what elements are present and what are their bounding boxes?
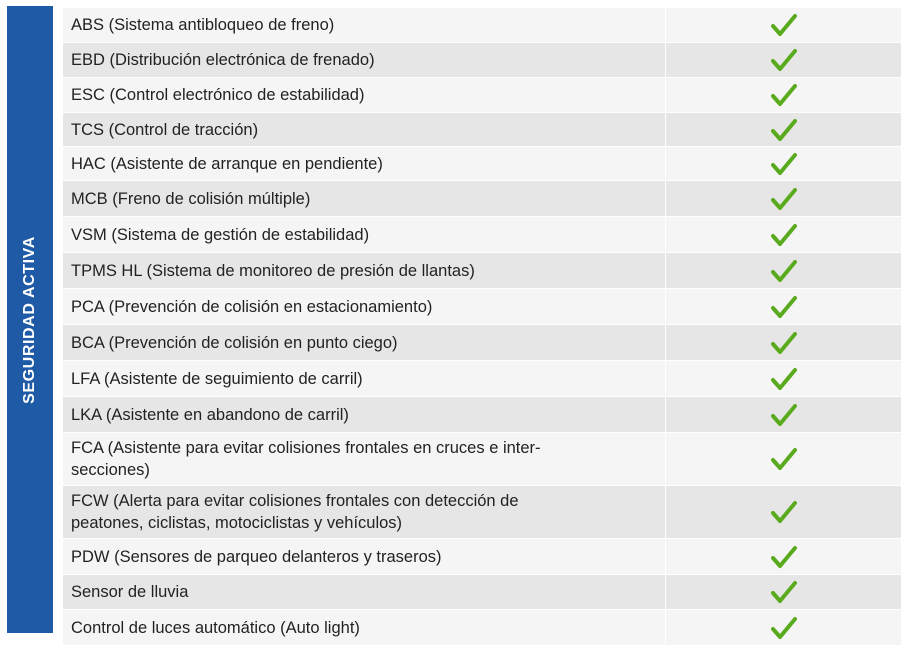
checkmark-icon bbox=[771, 83, 797, 107]
table-row bbox=[63, 610, 901, 646]
feature-label: PDW (Sensores de parqueo delanteros y traseros) bbox=[71, 547, 442, 566]
feature-label: TCS (Control de tracción) bbox=[71, 120, 259, 139]
feature-check-cell bbox=[665, 397, 901, 432]
table-row bbox=[63, 289, 901, 325]
feature-check-cell bbox=[665, 433, 901, 485]
checkmark-icon bbox=[771, 223, 797, 247]
checkmark-icon bbox=[771, 259, 797, 283]
checkmark-icon bbox=[771, 580, 797, 604]
features-table bbox=[63, 8, 901, 646]
feature-label: FCA (Asistente para evitar colisiones frontales en cruces e inter- secciones) bbox=[71, 439, 541, 479]
feature-label: LKA (Asistente en abandono de carril) bbox=[71, 405, 349, 424]
table-row bbox=[63, 113, 901, 147]
feature-check-cell bbox=[665, 486, 901, 538]
checkmark-icon bbox=[771, 500, 797, 524]
feature-check-cell bbox=[665, 78, 901, 112]
table-row bbox=[63, 433, 901, 486]
feature-check-cell bbox=[665, 325, 901, 360]
feature-check-cell bbox=[665, 147, 901, 180]
feature-check-cell bbox=[665, 361, 901, 396]
table-row bbox=[63, 325, 901, 361]
feature-check-cell bbox=[665, 217, 901, 252]
table-row bbox=[63, 397, 901, 433]
feature-label: PCA (Prevención de colisión en estacionamiento) bbox=[71, 297, 433, 316]
feature-check-cell bbox=[665, 610, 901, 645]
feature-label: VSM (Sistema de gestión de estabilidad) bbox=[71, 225, 370, 244]
feature-check-cell bbox=[665, 181, 901, 216]
checkmark-icon bbox=[771, 616, 797, 640]
checkmark-icon bbox=[771, 187, 797, 211]
checkmark-icon bbox=[771, 331, 797, 355]
feature-label: BCA (Prevención de colisión en punto ciego) bbox=[71, 333, 398, 352]
table-row bbox=[63, 147, 901, 181]
checkmark-icon bbox=[771, 403, 797, 427]
feature-label: FCW (Alerta para evitar colisiones frontales con detección de peatones, ciclistas, motociclistas y vehículos) bbox=[71, 492, 519, 532]
feature-label: EBD (Distribución electrónica de frenado) bbox=[71, 51, 375, 69]
feature-check-cell bbox=[665, 253, 901, 288]
table-row bbox=[63, 8, 901, 43]
feature-check-cell bbox=[665, 539, 901, 574]
table-row bbox=[63, 78, 901, 113]
feature-label: MCB (Freno de colisión múltiple) bbox=[71, 189, 311, 208]
checkmark-icon bbox=[771, 367, 797, 391]
checkmark-icon bbox=[771, 295, 797, 319]
feature-check-cell bbox=[665, 8, 901, 42]
checkmark-icon bbox=[771, 447, 797, 471]
table-row bbox=[63, 43, 901, 78]
feature-check-cell bbox=[665, 43, 901, 77]
checkmark-icon bbox=[771, 13, 797, 37]
feature-check-cell bbox=[665, 575, 901, 609]
table-row bbox=[63, 575, 901, 610]
table-row bbox=[63, 539, 901, 575]
table-row bbox=[63, 486, 901, 539]
checkmark-icon bbox=[771, 118, 797, 142]
feature-label: HAC (Asistente de arranque en pendiente) bbox=[71, 154, 383, 173]
feature-label: TPMS HL (Sistema de monitoreo de presión de llantas) bbox=[71, 261, 475, 280]
table-row bbox=[63, 361, 901, 397]
section-title: SEGURIDAD ACTIVA bbox=[21, 235, 38, 404]
feature-label: ESC (Control electrónico de estabilidad) bbox=[71, 86, 365, 104]
feature-label: Control de luces automático (Auto light) bbox=[71, 618, 360, 637]
table-row bbox=[63, 181, 901, 217]
checkmark-icon bbox=[771, 48, 797, 72]
feature-label: ABS (Sistema antibloqueo de freno) bbox=[71, 16, 335, 34]
feature-check-cell bbox=[665, 289, 901, 324]
feature-check-cell bbox=[665, 113, 901, 146]
section-sidebar bbox=[7, 6, 53, 633]
feature-label: LFA (Asistente de seguimiento de carril) bbox=[71, 369, 363, 388]
checkmark-icon bbox=[771, 545, 797, 569]
checkmark-icon bbox=[771, 152, 797, 176]
feature-label: Sensor de lluvia bbox=[71, 583, 189, 601]
table-row bbox=[63, 217, 901, 253]
table-row bbox=[63, 253, 901, 289]
